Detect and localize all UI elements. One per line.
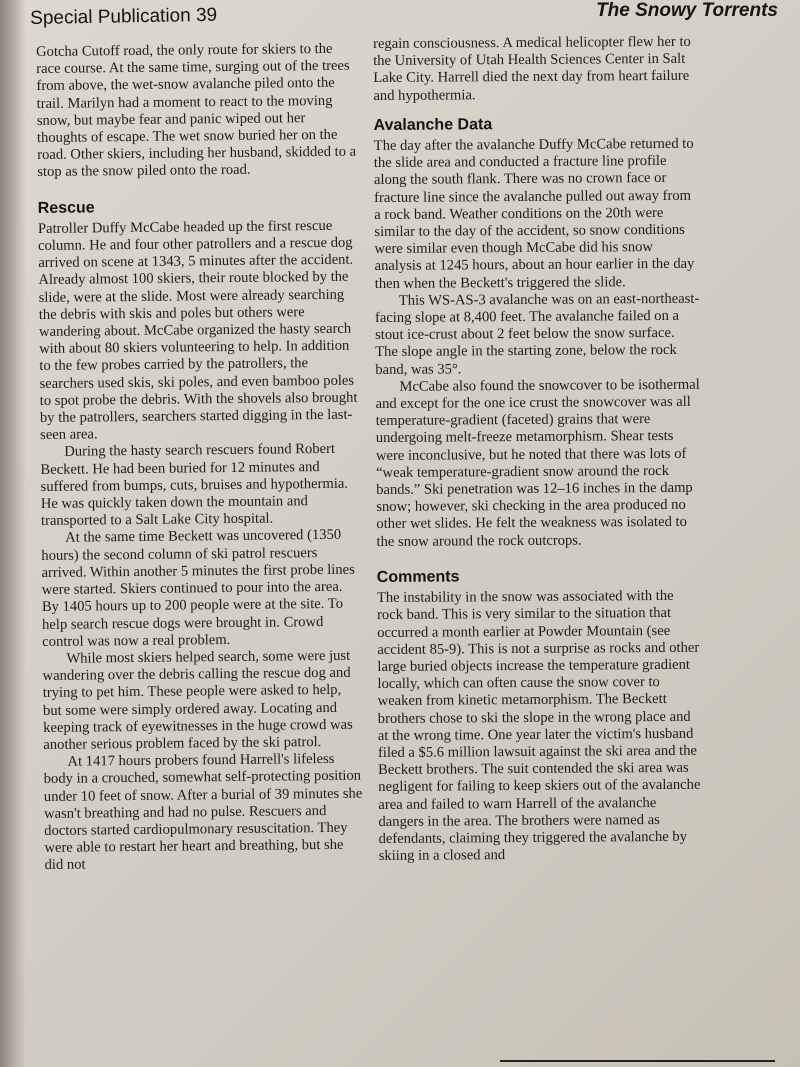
- running-head-right: The Snowy Torrents: [596, 0, 778, 21]
- footer-rule: [500, 1060, 775, 1062]
- paragraph-avalanche-3: McCabe also found the snowcover to be isothermal and except for the one ice crust the snowcover was all temperature-gradient (faceted) grains that were undergoing melt-freeze metamorphism. Shear tests were inconclusive, but he noted that there was lots of “weak temperature-gradient snow around the rock bands.” Ski penetration was 12–16 inches in the damp snow; however, ski checking in the area produced no other wet slides. He felt the weakness was isolated to the snow around the rock outcrops.: [375, 376, 700, 550]
- left-column: [36, 41, 365, 875]
- paragraph-intro-left: Gotcha Cutoff road, the only route for skiers to the race course. At the same time, surging out of the trees from above, the wet-snow avalanche piled onto the trail. Marilyn had a moment to react to the moving snow, but maybe fear and panic wiped out her thoughts of escape. The wet snow buried her on the road. Other skiers, including her husband, skidded to a stop as the snow piled onto the road.: [36, 40, 357, 181]
- page-gutter-shadow: [0, 0, 26, 1067]
- paragraph-rescue-3: At the same time Beckett was uncovered (1350 hours) the second column of ski patrol rescuers arrived. Within another 5 minutes the first probe lines were started. Skiers continued to pour into the area. By 1405 hours up to 200 people were at the site. To help search rescue dogs were brought in. Crowd control was now a real problem.: [41, 527, 355, 650]
- paragraph-rescue-5: At 1417 hours probers found Harrell's lifeless body in a crouched, somewhat self-protecting position under 10 feet of snow. After a burial of 39 minutes she wasn't breathing and had no pulse. Rescuers and doctors started cardiopulmonary resuscitation. They were able to restart her heart and breathing, but she did not: [43, 751, 363, 874]
- paragraph-comments-1: The instability in the snow was associated with the rock band. This is very similar to the situation that occurred a month earlier at Powder Mountain (see accident 85-9). This is not a surprise as rocks and other large buried objects increase the temperature gradient locally, which can often cause the snow cover to weaken from kinetic metamorphism. The Beckett brothers chose to ski the slope in the wrong place and at the wrong time. One year later the victim's husband filed a $5.6 million lawsuit against the ski area and the Beckett brothers. The suit contended the ski area was negligent for failing to keep skiers out of the avalanche area and failed to warn Harrell of the avalanche dangers in the area. The brothers were named as defendants, claiming they triggered the avalanche by skiing in a closed and: [376, 588, 701, 865]
- paragraph-intro-right: regain consciousness. A medical helicopter flew her to the University of Utah Health Sciences Center in Salt Lake City. Harrell died the next day from heart failure and hypothermia.: [373, 33, 691, 104]
- right-column: [373, 34, 704, 866]
- paragraph-rescue-1: Patroller Duffy McCabe headed up the first rescue column. He and four other patrollers and a rescue dog arrived on scene at 1343, 5 minutes after the accident. Already almost 100 skiers, their route blocked by the slide, were at the slide. Most were already searching the debris with skis and poles but others were wandering about. McCabe organized the hasty search with about 80 skiers volunteering to help. In addition to the few probes carried by the patrollers, the searchers used skis, ski poles, and even bamboo poles to spot probe the debris. With the shovels also brought by the patrollers, searchers started digging in the last-seen area.: [37, 217, 358, 444]
- heading-avalanche-data: Avalanche Data: [373, 115, 493, 134]
- running-head-left: Special Publication 39: [30, 4, 218, 29]
- paragraph-rescue-4: While most skiers helped search, some were just wandering over the debris calling the rescue dog and trying to pet him. These people were asked to help, but some were simply ordered away. Locating and keeping track of eyewitnesses in the huge crowd was another serious problem faced by the ski patrol.: [42, 647, 353, 753]
- heading-rescue: Rescue: [37, 199, 95, 217]
- paragraph-rescue-2: During the hasty search rescuers found Robert Beckett. He had been buried for 12 minutes and suffered from bumps, cuts, bruises and hypothermia. He was quickly taken down the mountain and transported to a Salt Lake City hospital.: [40, 441, 349, 530]
- paragraph-avalanche-1: The day after the avalanche Duffy McCabe returned to the slide area and conducted a fracture line profile along the south flank. There was no crown face or fracture line since the avalanche pulled out away from a rock band. Weather conditions on the 20th were similar to the day of the accident, so snow conditions were similar even though McCabe did his snow analysis at 1245 hours, about an hour earlier in the day then when the Beckett's triggered the slide.: [373, 135, 695, 292]
- paragraph-avalanche-2: This WS-AS-3 avalanche was on an east-northeast-facing slope at 8,400 feet. The avalanche failed on a stout ice-crust about 2 feet below the snow surface. The slope angle in the starting zone, below the rock band, was 35°.: [374, 290, 700, 378]
- heading-comments: Comments: [376, 568, 460, 586]
